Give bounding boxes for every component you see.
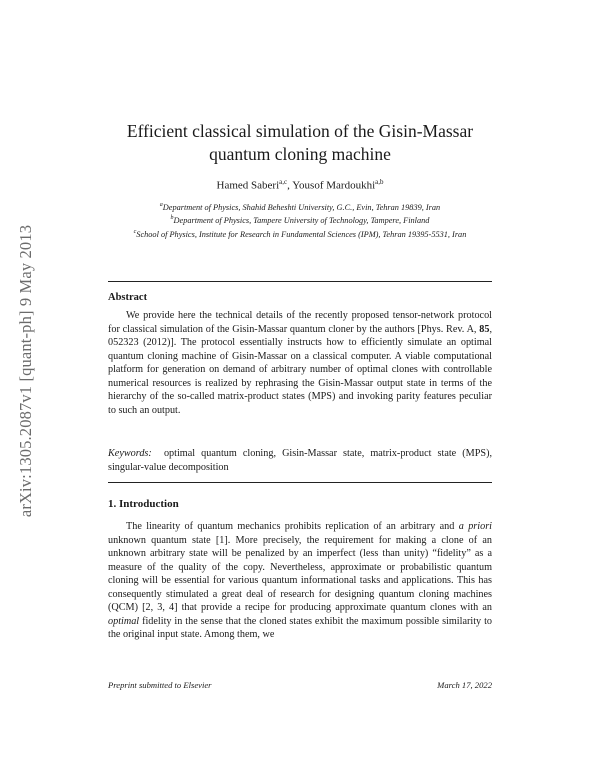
abstract-heading: Abstract bbox=[108, 292, 148, 303]
arxiv-identifier bbox=[6, 184, 46, 558]
author-affil-mark: a,c bbox=[279, 178, 288, 186]
author-affil-mark: a,b bbox=[375, 178, 384, 186]
section-heading-introduction: 1. Introduction bbox=[108, 498, 179, 510]
title-line-1: Efficient classical simulation of the Gisin-Massar bbox=[126, 121, 474, 141]
author-name: Hamed Saberi bbox=[216, 179, 280, 192]
volume-number: 85 bbox=[479, 323, 490, 335]
affiliation-a: $^a$Department of Physics, Shahid Beheshti University, G.C., Evin, Tehran 19839, Iran bbox=[159, 202, 441, 212]
paper-title bbox=[108, 120, 492, 166]
introduction-text: The linearity of quantum mechanics prohibits replication of an arbitrary and a priori unknown quantum state [1]. More precisely, the requirement for making a clone of an unknown arbitrary state will be penalized by an imperfect (less than unity) “fidelity” as a measure of the quality of the copy. Nevertheless, approximate or probabilistic quantum cloning will be essential for various quantum informational tasks and applications. This has consequently stimulated a great deal of research for designing quantum cloning machines (QCM) [2, 3, 4] that provide a recipe for producing approximate quantum clones with an optimal fidelity in the sense that the cloned states exhibit the maximum possible similarity to the original input state. Among them, we bbox=[108, 521, 492, 641]
divider-bottom bbox=[108, 482, 492, 483]
affiliation-b: $^b$Department of Physics, Tampere University of Technology, Tampere, Finland bbox=[170, 215, 430, 226]
footer-preprint-note: Preprint submitted to Elsevier bbox=[108, 680, 212, 690]
affiliations bbox=[108, 200, 492, 240]
keywords-text: optimal quantum cloning, Gisin-Massar state, matrix-product state (MPS), singular-value decomposition bbox=[108, 448, 493, 473]
author-separator: , bbox=[287, 179, 293, 192]
abstract-text: We provide here the technical details of the recently proposed tensor-network protocol for classical simulation of the Gisin-Massar quantum cloner by the authors [Phys. Rev. A, 85, 052323 (2012)]. The protocol essentially instructs how to efficiently simulate an optimal quantum cloning machine of Gisin-Massar on a classical computer. A viable computational platform for generation on demand of arbitrary number of optimal clones with controllable numerical resources is realized by rephrasing the Gisin-Massar output state in terms of the hierarchy of the so-called matrix-product states (MPS) and invoking parity features peculiar to such an output. bbox=[108, 310, 492, 416]
author-list bbox=[108, 178, 492, 192]
keywords-label: Keywords: bbox=[108, 448, 152, 459]
divider-top bbox=[108, 281, 492, 282]
affiliation-c: $^c$School of Physics, Institute for Research in Fundamental Sciences (IPM), Tehran 19395-5531, Iran bbox=[133, 228, 467, 239]
arxiv-identifier-text: arXiv:1305.2087v1 [quant-ph] 9 May 2013 bbox=[16, 224, 35, 518]
title-line-2: quantum cloning machine bbox=[209, 144, 391, 164]
author-name: Yousof Mardoukhi bbox=[292, 179, 376, 192]
keywords bbox=[108, 447, 492, 474]
footer-date: March 17, 2022 bbox=[437, 680, 492, 690]
